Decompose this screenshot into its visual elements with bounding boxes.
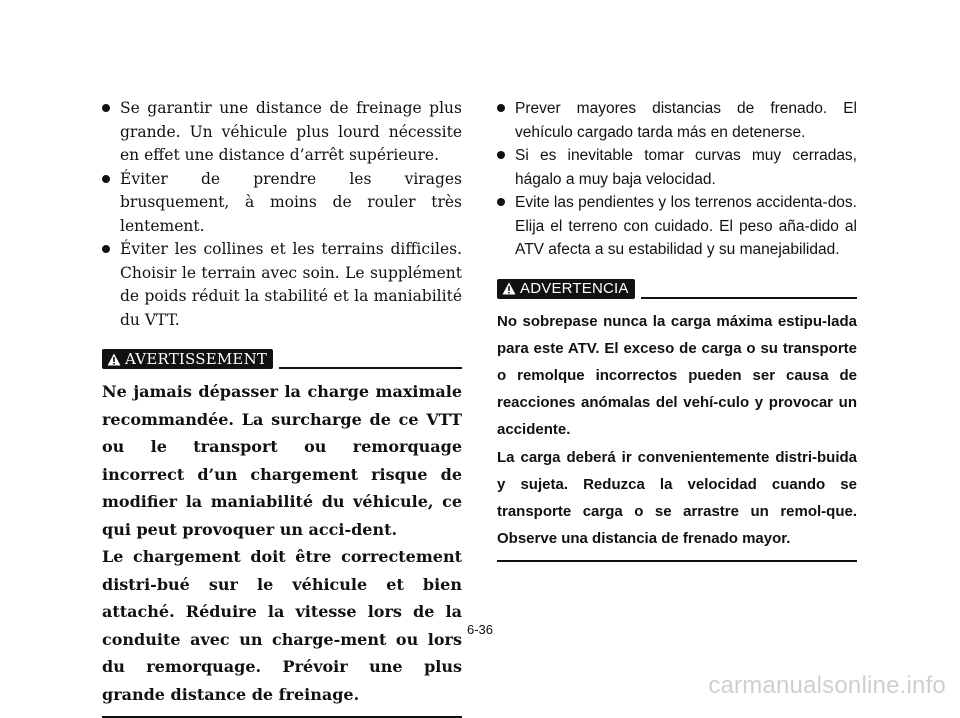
list-item-text: Se garantir une distance de freinage plus grande. Un véhicule plus lourd nécessite en effet une distance d’arrêt supérieure. xyxy=(120,99,462,164)
list-item xyxy=(102,238,462,332)
list-item-text: Si es inevitable tomar curvas muy cerradas, hágalo a muy baja velocidad. xyxy=(515,147,857,188)
french-bullet-list xyxy=(102,97,462,332)
section-end-rule xyxy=(497,560,857,562)
warning-label: AVERTISSEMENT xyxy=(125,350,268,368)
warning-badge xyxy=(102,349,273,369)
list-item xyxy=(102,97,462,168)
header-rule xyxy=(279,367,462,369)
bullet-dot-icon xyxy=(497,151,505,159)
list-item xyxy=(102,168,462,239)
list-item xyxy=(497,144,857,191)
warning-paragraph: Le chargement doit être correctement distri-bué sur le véhicule et bien attaché. Réduire la vitesse lors de la conduite avec un charge-ment ou lors du remorquage. Prévoir une plus grande distance de freinage. xyxy=(102,547,462,704)
list-item-text: Éviter les collines et les terrains difficiles. Choisir le terrain avec soin. Le supplément de poids réduit la stabilité et la maniabilité du VTT. xyxy=(120,240,462,329)
bullet-dot-icon xyxy=(102,104,110,112)
header-rule xyxy=(641,297,857,299)
warning-triangle-icon xyxy=(502,282,516,295)
french-column xyxy=(102,97,462,718)
warning-triangle-icon xyxy=(107,353,121,366)
bullet-dot-icon xyxy=(102,175,110,183)
warning-label: ADVERTENCIA xyxy=(520,280,629,297)
list-item xyxy=(497,97,857,144)
bullet-dot-icon xyxy=(497,104,505,112)
bullet-dot-icon xyxy=(102,245,110,253)
list-item-text: Evite las pendientes y los terrenos accidenta-dos. Elija el terreno con cuidado. El peso aña-dido al ATV afecta a su estabilidad y su manejabilidad. xyxy=(515,194,857,258)
warning-header xyxy=(102,348,462,370)
list-item xyxy=(497,191,857,262)
warning-header xyxy=(497,278,857,300)
list-item-text: Prever mayores distancias de frenado. El vehículo cargado tarda más en detenerse. xyxy=(515,100,857,141)
warning-badge xyxy=(497,279,635,299)
spanish-bullet-list xyxy=(497,97,857,262)
watermark: carmanualsonline.info xyxy=(708,672,946,699)
warning-paragraph: Ne jamais dépasser la charge maximale recommandée. La surcharge de ce VTT ou le transport ou remorquage incorrect d’un chargement risque de modifier la maniabilité du véhicule, ce qui peut provoquer un acci-dent. xyxy=(102,382,462,539)
spanish-column xyxy=(497,97,857,562)
bullet-dot-icon xyxy=(497,198,505,206)
warning-paragraph: La carga deberá ir convenientemente distri-buida y sujeta. Reduzca la velocidad cuando se transporte carga o se arrastre un remol-que. Observe una distancia de frenado mayor. xyxy=(497,448,857,548)
warning-paragraph: No sobrepase nunca la carga máxima estipu-lada para este ATV. El exceso de carga o su transporte o remolque incorrectos pueden ser causa de reacciones anómalas del vehí-culo y provocar un accidente. xyxy=(497,312,857,439)
page-number: 6-36 xyxy=(466,622,494,637)
list-item-text: Éviter de prendre les virages brusquement, à moins de rouler très lentement. xyxy=(120,169,462,235)
